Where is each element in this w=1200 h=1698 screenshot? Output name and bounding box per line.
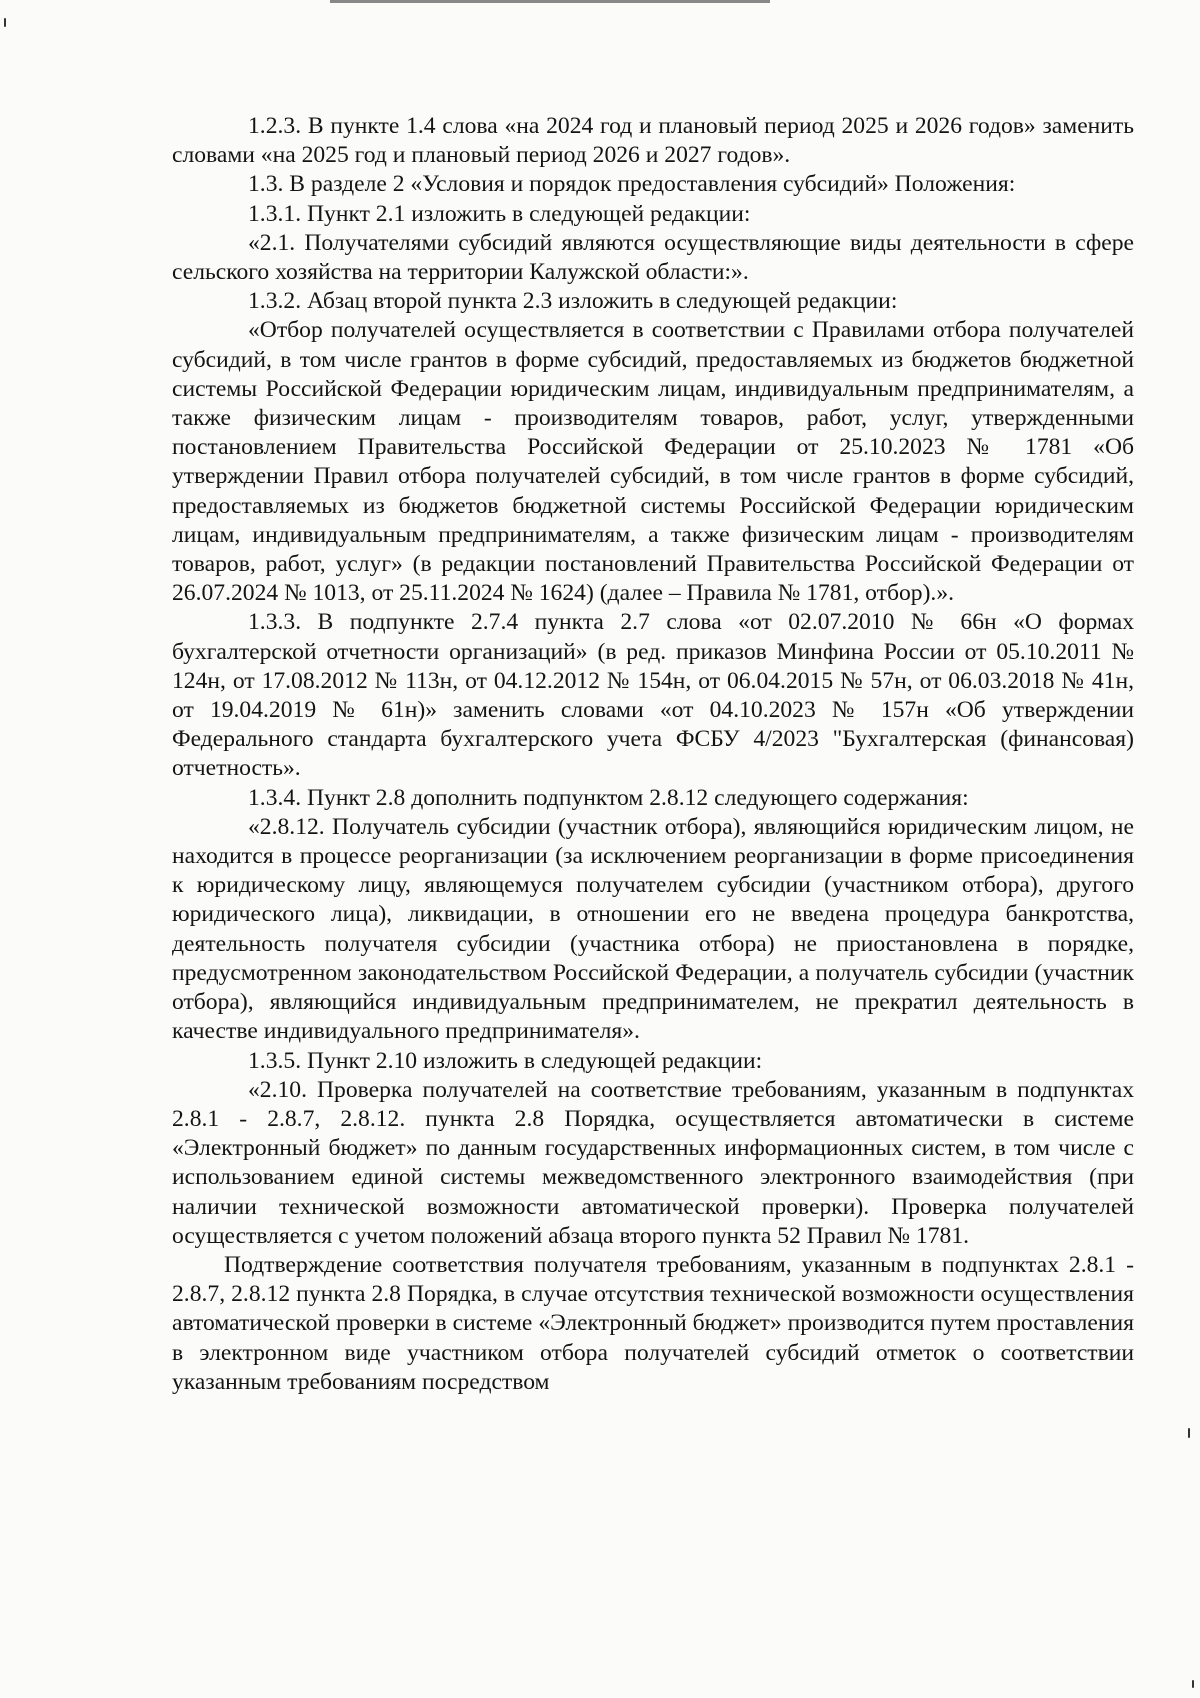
top-edge-rule [330, 0, 770, 3]
paragraph: Подтверждение соответствия получателя требованиям, указанным в подпунктах 2.8.1 - 2.8.7, 2.8.12 пункта 2.8 Порядка, в случае отсутствия технической возможности осуществления автоматической проверки в системе «Электронный бюджет» производится путем проставления в электронном виде участником отбора получателей субсидий отметок о соответствии указанным требованиям посредством [172, 1251, 1134, 1395]
paragraph: 1.3. В разделе 2 «Условия и порядок предоставления субсидий» Положения: [248, 171, 1016, 198]
paragraph: «Отбор получателей осуществляется в соответствии с Правилами отбора получателей субсидий, в том числе грантов в форме субсидий, предоставляемых из бюджетов бюджетной системы Российской Федерации юридическим лицам, индивидуальным предпринимателям, а также физическим лицам - производителям товаров, работ, услуг, утвержденными постановлением Правительства Российской Федерации от 25.10.2023 № 1781 «Об утверждении Правил отбора получателей субсидий, в том числе грантов в форме субсидий, предоставляемых из бюджетов бюджетной системы Российской Федерации юридическим лицам, индивидуальным предпринимателям, а также физическим лицам - производителям товаров, работ, услуг» (в редакции постановлений Правительства Российской Федерации от 26.07.2024 № 1013, от 25.11.2024 № 1624) (далее – Правила № 1781, отбор).». [172, 317, 1134, 607]
scan-speck [1192, 1680, 1194, 1688]
paragraph: 1.3.3. В подпункте 2.7.4 пункта 2.7 слова «от 02.07.2010 № 66н «О формах бухгалтерской отчетности организаций» (в ред. приказов Минфина России от 05.10.2011 № 124н, от 17.08.2012 № 113н, от 04.12.2012 № 154н, от 06.04.2015 № 57н, от 06.03.2018 № 41н, от 19.04.2019 № 61н)» заменить словами «от 04.10.2023 № 157н «Об утверждении Федерального стандарта бухгалтерского учета ФСБУ 4/2023 "Бухгалтерская (финансовая) отчетность». [172, 609, 1134, 782]
document-body [172, 112, 1134, 1397]
paragraph: 1.3.4. Пункт 2.8 дополнить подпунктом 2.8.12 следующего содержания: [248, 784, 969, 811]
paragraph: 1.2.3. В пункте 1.4 слова «на 2024 год и плановый период 2025 и 2026 годов» заменить словами «на 2025 год и плановый период 2026 и 2027 годов». [172, 113, 1134, 169]
paragraph: 1.3.1. Пункт 2.1 изложить в следующей редакции: [248, 200, 751, 227]
paragraph: «2.8.12. Получатель субсидии (участник отбора), являющийся юридическим лицом, не находится в процессе реорганизации (за исключением реорганизации в форме присоединения к юридическому лицу, являющемуся получателем субсидии (участником отбора), другого юридического лица), ликвидации, в отношении его не введена процедура банкротства, деятельность получателя субсидии (участника отбора) не приостановлена в порядке, предусмотренном законодательством Российской Федерации, а получатель субсидии (участник отбора), являющийся индивидуальным предпринимателем, не прекратил деятельность в качестве индивидуального предпринимателя». [172, 813, 1134, 1045]
paragraph: «2.1. Получателями субсидий являются осуществляющие виды деятельности в сфере сельского хозяйства на территории Калужской области:». [172, 229, 1134, 286]
scan-speck [1188, 1428, 1190, 1438]
paragraph: 1.3.5. Пункт 2.10 изложить в следующей редакции: [248, 1047, 763, 1074]
paragraph: «2.10. Проверка получателей на соответствие требованиям, указанным в подпунктах 2.8.1 - 2.8.7, 2.8.12. пункта 2.8 Порядка, осуществляется автоматически в системе «Электронный бюджет» по данным государственных информационных систем, в том числе с использованием единой системы межведомственного электронного взаимодействия (при наличии технической возможности автоматической проверки). Проверка получателей осуществляется с учетом положений абзаца второго пункта 52 Правил № 1781. [172, 1076, 1134, 1249]
scan-speck [4, 18, 6, 27]
paragraph: 1.3.2. Абзац второй пункта 2.3 изложить в следующей редакции: [248, 288, 898, 315]
